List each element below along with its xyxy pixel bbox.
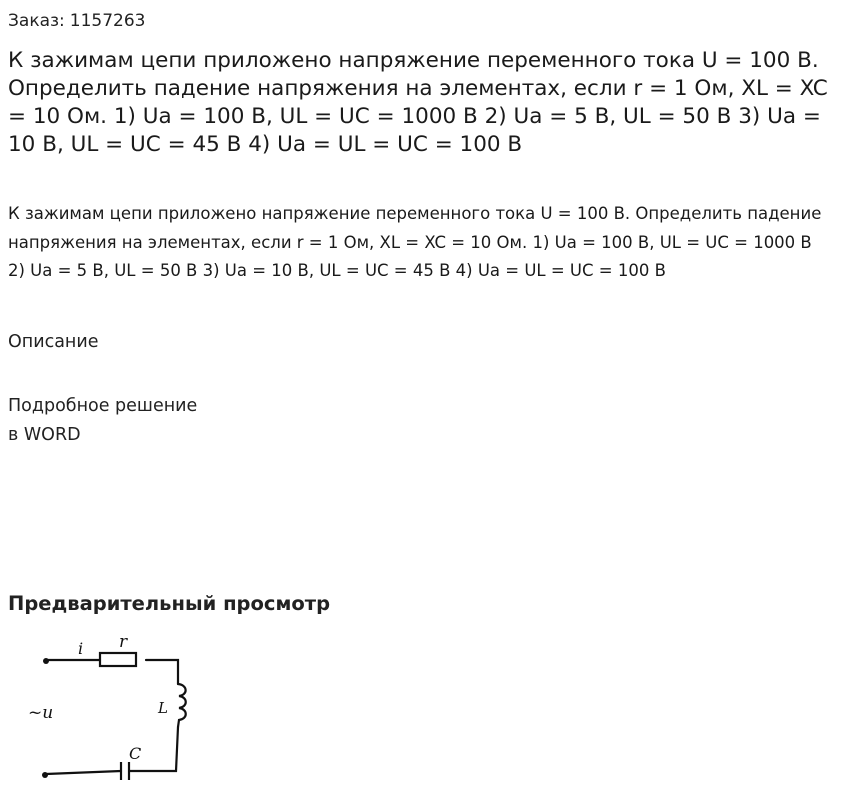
terminal-bottom: [42, 772, 48, 778]
resistor-symbol: [100, 653, 136, 666]
terminal-top: [43, 658, 49, 664]
circuit-wire-bottom: [46, 727, 178, 774]
task-description: К зажимам цепи приложено напряжение переменного тока U = 100 В. Определить падение напряжения на элементах, если r = 1 Ом, XL = XC = 10 Ом. 1) Ua = 100 В, UL = UC = 1000 В 2) Ua = 5 В, UL = 50 В 3) Ua = 10 В, UL = UC = 45 В 4) Ua = UL = UC = 100 В: [8, 204, 822, 280]
label-resistor: r: [119, 632, 128, 652]
solution-line-1: Подробное решение: [8, 396, 198, 416]
order-label: Заказ:: [8, 11, 65, 31]
inductor-symbol: [178, 684, 186, 727]
label-source: ~u: [28, 703, 54, 723]
circuit-wire-top: [46, 660, 178, 684]
solution-line-2: в WORD: [8, 425, 81, 445]
circuit-diagram: [18, 627, 198, 787]
order-line: [8, 10, 146, 32]
description-heading: Описание: [8, 332, 99, 352]
preview-image: [18, 627, 198, 787]
order-number: 1157263: [69, 11, 146, 31]
solution-info: [8, 392, 197, 450]
label-inductor: L: [158, 699, 168, 717]
label-capacitor: C: [129, 744, 142, 763]
label-current: i: [78, 639, 84, 658]
preview-heading: Предварительный просмотр: [8, 592, 331, 615]
page-title: К зажимам цепи приложено напряжение переменного тока U = 100 В. Определить падение напряжения на элементах, если r = 1 Ом, XL = XC = 10 Ом. 1) Ua = 100 В, UL = UC = 1000 В 2) Ua = 5 В, UL = 50 В 3) Ua = 10 В, UL = UC = 45 В 4) Ua = UL = UC = 100 В: [8, 48, 828, 157]
